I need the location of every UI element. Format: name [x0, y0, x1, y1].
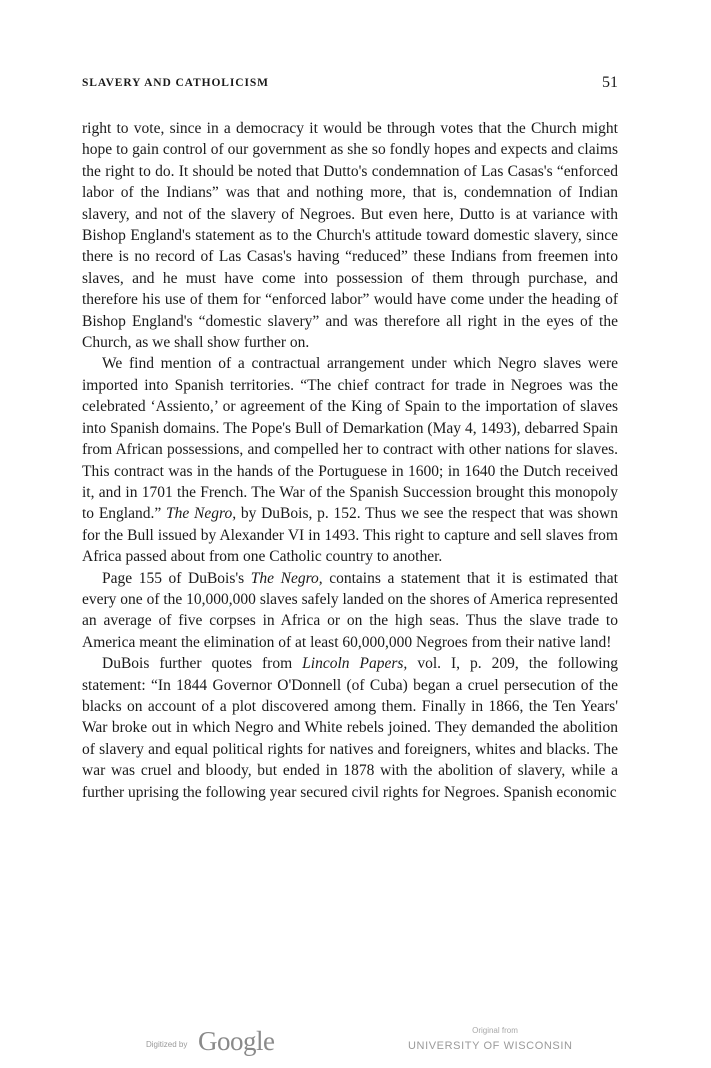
paragraph: [82, 653, 618, 803]
italic-title: Lincoln Papers,: [302, 655, 408, 673]
text-run: right to vote, since in a democracy it would be through votes that the Church might hope to gain control of our government as she so fondly hopes and expects and claims the right to do. It should be noted that Dutto's condemnation of Las Casas's “enforced labor of the Indians” was that and nothing more, that is, condemnation of Indian slavery, and not of the slavery of Negroes. But even here, Dutto is at variance with Bishop England's statement as to the Church's attitude toward domestic slavery, since there is no record of Las Casas's having “reduced” these Indians from freemen into slaves, and he must have come into possession of them through purchase, and therefore his use of them for “enforced labor” would have come under the heading of Bishop England's “domestic slavery” and was therefore all right in the eyes of the Church, as we shall show further on.: [82, 120, 618, 352]
paragraph: [82, 568, 618, 654]
page-number: 51: [602, 74, 618, 91]
paragraph: [82, 118, 618, 353]
google-logo: Google: [198, 1026, 275, 1056]
text-run: DuBois further quotes from: [102, 655, 303, 673]
text-run: We find mention of a contractual arrangement under which Negro slaves were imported into Spanish territories. “The chief contract for trade in Negroes was the celebrated ‘Assiento,’ or agreement of the King of Spain to the importation of slaves into Spanish domains. The Pope's Bull of Demarkation (May 4, 1493), debarred Spain from African possessions, and compelled her to contract with other nations for slaves. This contract was in the hands of the Portuguese in 1600; in 1640 the Dutch received it, and in 1701 the French. The War of the Spanish Succession brought this monopoly to England.”: [82, 355, 618, 523]
original-from-label: Original from: [472, 1026, 518, 1035]
page-footer: [0, 1020, 711, 1068]
digitized-by-label: Digitized by: [146, 1040, 188, 1049]
text-run: by DuBois, p. 152. Thus we see the respect that was shown for the Bull issued by Alexander VI in 1493. This right to capture and sell slaves from Africa passed about from one Catholic country to another.: [82, 505, 618, 566]
running-head: SLAVERY AND CATHOLICISM: [82, 77, 269, 89]
source-institution: UNIVERSITY OF WISCONSIN: [408, 1040, 573, 1052]
text-run: Page 155 of DuBois's: [102, 569, 251, 587]
italic-title: The Negro,: [166, 505, 237, 523]
page-header: [82, 74, 618, 94]
text-run: vol. I, p. 209, the following statement: “In 1844 Governor O'Donnell (of Cuba) began a cruel persecution of the blacks on account of a plot discovered among them. Finally in 1866, the Ten Years' War broke out in which Negro and White rebels joined. They demanded the abolition of slavery and equal political rights for natives and foreigners, whites and blacks. The war was cruel and bloody, but ended in 1878 with the abolition of slavery, while a further uprising the following year secured civil rights for Negroes. Spanish economic: [82, 655, 618, 801]
italic-title: The Negro,: [250, 569, 323, 587]
text-run: contains a statement that it is estimated that every one of the 10,000,000 slaves safely landed on the shores of America represented an average of five corpses in Africa or on the high seas. Thus the slave trade to America meant the elimination of at least 60,000,000 Negroes from their native land!: [82, 569, 618, 651]
paragraph: [82, 353, 618, 567]
body-text: [82, 118, 618, 803]
